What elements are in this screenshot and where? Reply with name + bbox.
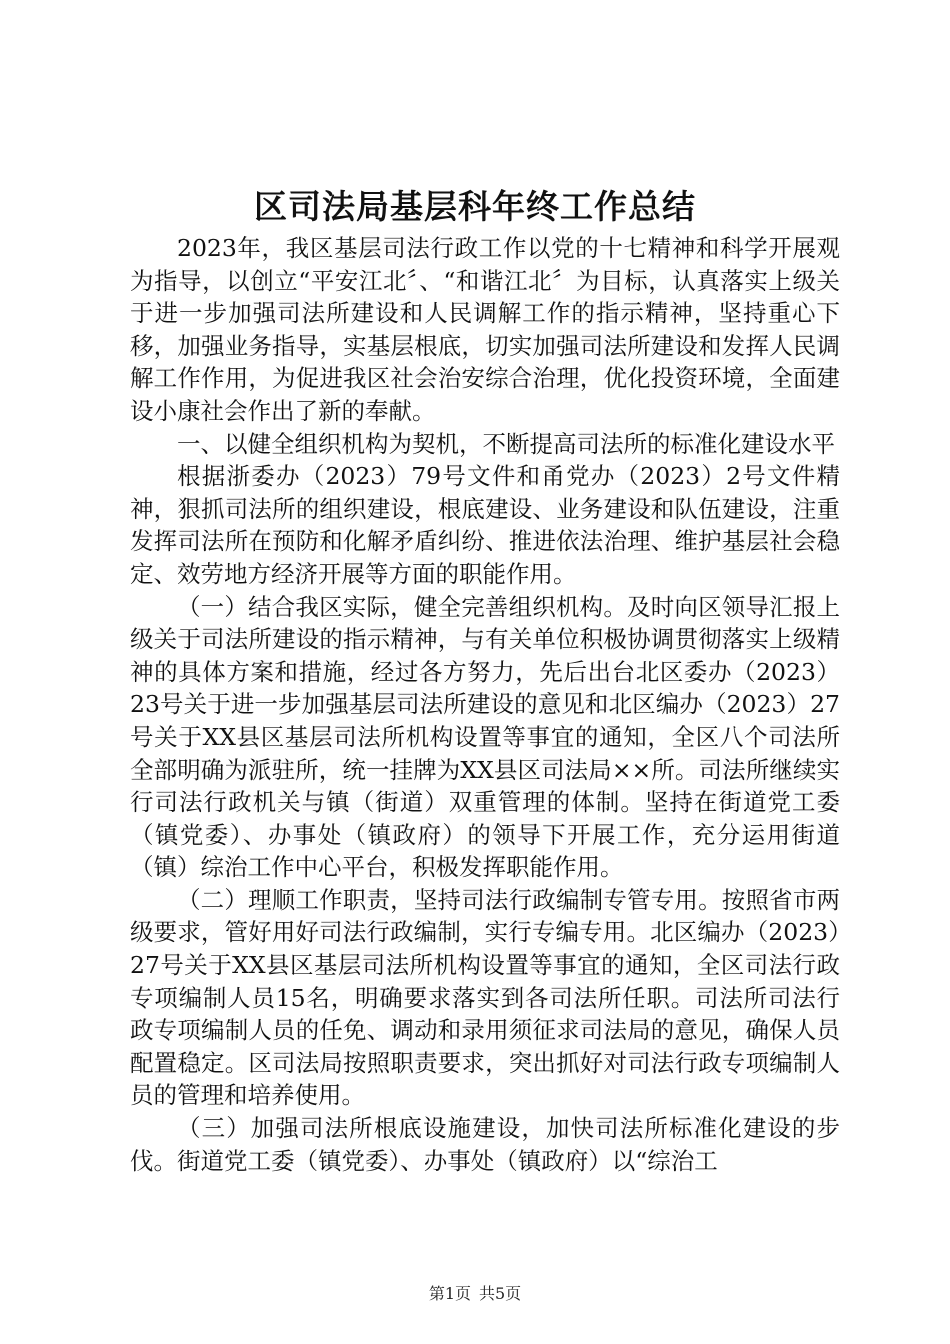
subsection-1-paragraph: （一）结合我区实际，健全完善组织机构。及时向区领导汇报上级关于司法所建设的指示精神，与有关单位积极协调贯彻落实上级精神的具体方案和措施，经过各方努力，先后出台北区委办（2023）23号关于进一步加强基层司法所建设的意见和北区编办（2023）27号关于XX县区基层司法所机构设置等事宜的通知，全区八个司法所全部明确为派驻所，统一挂牌为XX县区司法局××所。司法所继续实行司法行政机关与镇（街道）双重管理的体制。坚持在街道党工委（镇党委）、办事处（镇政府）的领导下开展工作，充分运用街道（镇）综治工作中心平台，积极发挥职能作用。 [130, 592, 840, 882]
subsection-3-paragraph: （三）加强司法所根底设施建设，加快司法所标准化建设的步伐。街道党工委（镇党委）、办事处（镇政府）以“综治工 [130, 1114, 840, 1175]
page-number: 第1页 [428, 1284, 471, 1303]
subsection-2-paragraph: （二）理顺工作职责，坚持司法行政编制专管专用。按照省市两级要求，管好用好司法行政编制，实行专编专用。北区编办（2023）27号关于XX县区基层司法所机构设置等事宜的通知，全区司法行政专项编制人员15名，明确要求落实到各司法所任职。司法所司法行政专项编制人员的任免、调动和录用须征求司法局的意见，确保人员配置稳定。区司法局按照职责要求，突出抓好对司法行政专项编制人员的管理和培养使用。 [130, 885, 840, 1110]
page-footer [0, 1284, 950, 1304]
section-heading-1: 一、以健全组织机构为契机，不断提高司法所的标准化建设水平 [177, 429, 835, 458]
intro-paragraph: 2023年，我区基层司法行政工作以党的十七精神和科学开展观为指导，以创立“平安江北〞、“和谐江北〞为目标，认真落实上级关于进一步加强司法所建设和人民调解工作的指示精神，坚持重心下移，加强业务指导，实基层根底，切实加强司法所建设和发挥人民调解工作作用，为促进我区社会治安综合治理，优化投资环境，全面建设小康社会作出了新的奉献。 [130, 234, 840, 425]
page-total: 共5页 [479, 1284, 522, 1303]
document-body [130, 232, 840, 1177]
document-title: 区司法局基层科年终工作总结 [254, 187, 696, 226]
section-1-paragraph: 根据浙委办（2023）79号文件和甬党办（2023）2号文件精神，狠抓司法所的组织建设，根底建设、业务建设和队伍建设，注重发挥司法所在预防和化解矛盾纠纷、推进依法治理、维护基层社会稳定、效劳地方经济开展等方面的职能作用。 [130, 462, 840, 588]
